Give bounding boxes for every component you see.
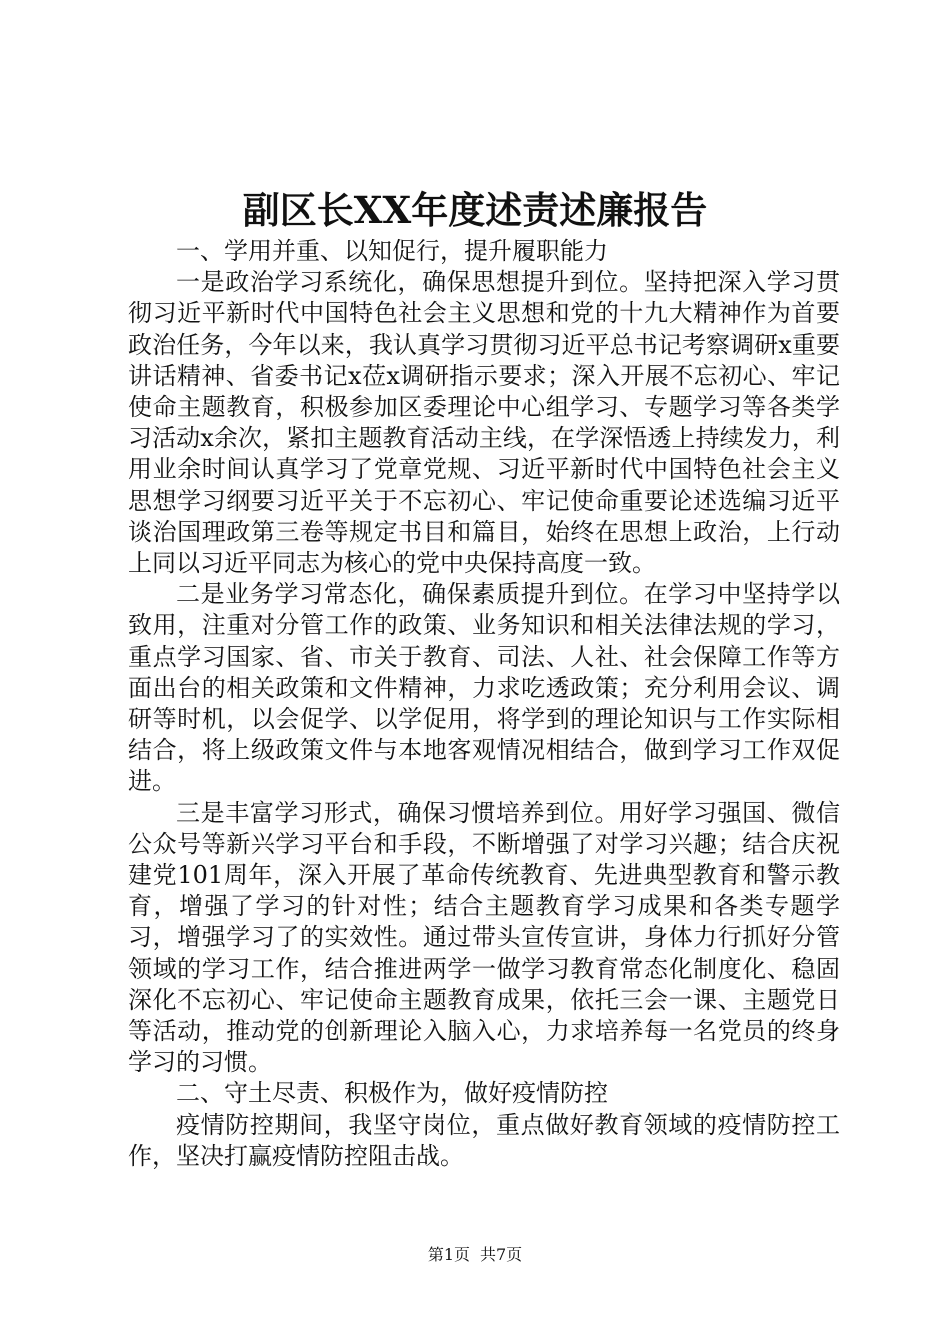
section-heading-2: 二、守土尽责、积极作为，做好疫情防控 bbox=[176, 1079, 608, 1108]
paragraph-business-study: 二是业务学习常态化，确保素质提升到位。在学习中坚持学以致用，注重对分管工作的政策、业务知识和相关法律法规的学习，重点学习国家、省、市关于教育、司法、人社、社会保障工作等方面出台的相关政策和文件精神，力求吃透政策；充分利用会议、调研等时机，以会促学、以学促用，将学到的理论知识与工作实际相结合，将上级政策文件与本地客观情况相结合，做到学习工作双促进。 bbox=[128, 580, 840, 796]
page-footer bbox=[0, 1244, 950, 1266]
page-number: 第1页 bbox=[427, 1245, 470, 1264]
document-body bbox=[128, 236, 840, 1172]
paragraph-political-study: 一是政治学习系统化，确保思想提升到位。坚持把深入学习贯彻习近平新时代中国特色社会主义思想和党的十九大精神作为首要政治任务，今年以来，我认真学习贯彻习近平总书记考察调研x重要讲话精神、省委书记x莅x调研指示要求；深入开展不忘初心、牢记使命主题教育，积极参加区委理论中心组学习、专题学习等各类学习活动x余次，紧扣主题教育活动主线，在学深悟透上持续发力，利用业余时间认真学习了党章党规、习近平新时代中国特色社会主义思想学习纲要习近平关于不忘初心、牢记使命重要论述选编习近平谈治国理政第三卷等规定书目和篇目，始终在思想上政治，上行动上同以习近平同志为核心的党中央保持高度一致。 bbox=[128, 268, 840, 578]
section-heading-1: 一、学用并重、以知促行，提升履职能力 bbox=[176, 237, 608, 265]
page-total: 共7页 bbox=[480, 1245, 523, 1264]
document-title: 副区长XX年度述责述廉报告 bbox=[242, 188, 708, 232]
paragraph-epidemic-control: 疫情防控期间，我坚守岗位，重点做好教育领域的疫情防控工作，坚决打赢疫情防控阻击战。 bbox=[128, 1110, 840, 1170]
paragraph-study-forms: 三是丰富学习形式，确保习惯培养到位。用好学习强国、微信公众号等新兴学习平台和手段，不断增强了对学习兴趣；结合庆祝建党101周年，深入开展了革命传统教育、先进典型教育和警示教育，增强了学习的针对性；结合主题教育学习成果和各类专题学习，增强学习了的实效性。通过带头宣传宣讲，身体力行抓好分管领域的学习工作，结合推进两学一做学习教育常态化制度化、稳固深化不忘初心、牢记使命主题教育成果，依托三会一课、主题党日等活动，推动党的创新理论入脑入心，力求培养每一名党员的终身学习的习惯。 bbox=[128, 798, 840, 1077]
